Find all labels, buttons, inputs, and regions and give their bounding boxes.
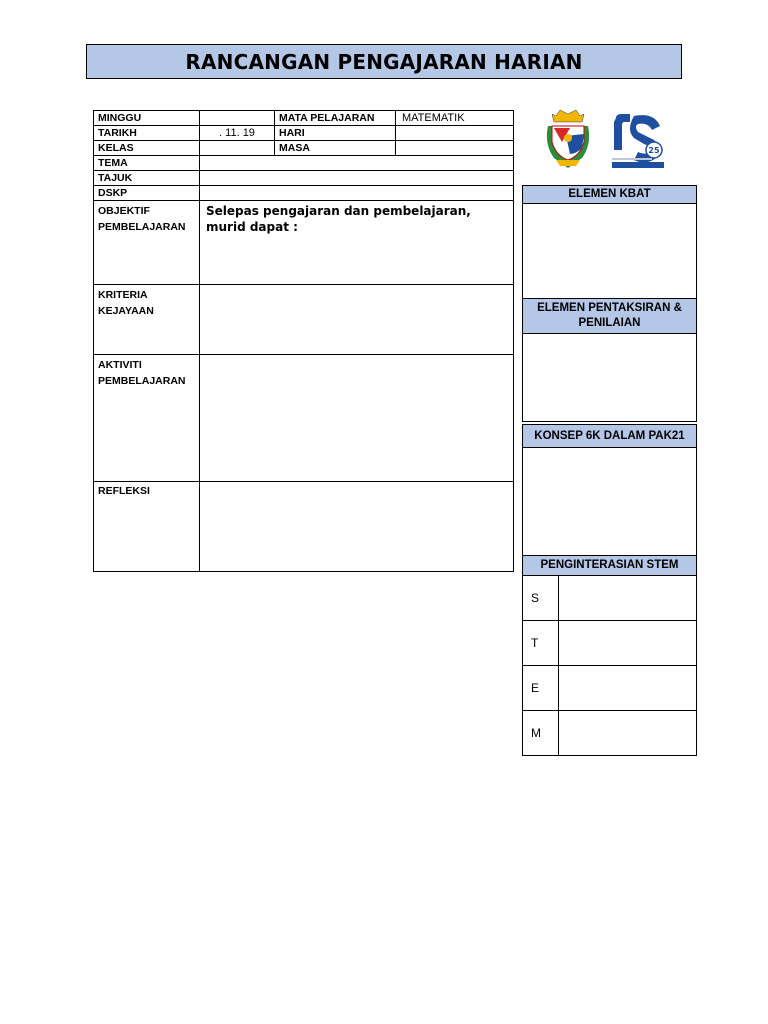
kbat-heading: ELEMEN KBAT [523, 186, 696, 204]
page-title: RANCANGAN PENGAJARAN HARIAN [86, 44, 682, 79]
kbat-section [522, 185, 697, 302]
konsep-section [522, 424, 697, 557]
tajuk-label: TAJUK [94, 171, 200, 186]
dskp-label: DSKP [94, 186, 200, 201]
stem-table [522, 575, 697, 756]
tarikh-field[interactable]: . 11. 19 [200, 126, 275, 141]
stem-heading: PENGINTERASIAN STEM [523, 556, 696, 575]
kriteria-field[interactable] [200, 285, 514, 355]
stem-letter-t: T [523, 621, 559, 666]
stem-field-t[interactable] [559, 621, 697, 666]
stem-letter-m: M [523, 711, 559, 756]
objektif-label: OBJEKTIF PEMBELAJARAN [94, 201, 200, 285]
minggu-label: MINGGU [94, 111, 200, 126]
pentaksiran-heading: ELEMEN PENTAKSIRAN & PENILAIAN [523, 299, 696, 334]
tema-label: TEMA [94, 156, 200, 171]
aktiviti-label: AKTIVITI PEMBELAJARAN [94, 355, 200, 482]
svg-text:25: 25 [648, 146, 660, 155]
konsep-heading: KONSEP 6K DALAM PAK21 [523, 425, 696, 448]
refleksi-label: REFLEKSI [94, 482, 200, 572]
masa-field[interactable] [396, 141, 514, 156]
objektif-field[interactable] [200, 201, 514, 285]
kelas-label: KELAS [94, 141, 200, 156]
pentaksiran-section [522, 298, 697, 422]
stem-letter-s: S [523, 576, 559, 621]
hari-field[interactable] [396, 126, 514, 141]
kelas-field[interactable] [200, 141, 275, 156]
stem-field-e[interactable] [559, 666, 697, 711]
anniversary-25-logo [610, 112, 666, 172]
aktiviti-field[interactable] [200, 355, 514, 482]
stem-letter-e: E [523, 666, 559, 711]
kriteria-label: KRITERIA KEJAYAAN [94, 285, 200, 355]
masa-label: MASA [275, 141, 396, 156]
stem-field-s[interactable] [559, 576, 697, 621]
tajuk-field[interactable] [200, 171, 514, 186]
mata-pelajaran-label: MATA PELAJARAN [275, 111, 396, 126]
mata-pelajaran-field[interactable]: MATEMATIK [396, 111, 514, 126]
refleksi-field[interactable] [200, 482, 514, 572]
stem-section [522, 555, 697, 576]
lesson-plan-table [93, 110, 514, 572]
tarikh-label: TARIKH [94, 126, 200, 141]
stem-field-m[interactable] [559, 711, 697, 756]
dskp-field[interactable] [200, 186, 514, 201]
objektif-text: Selepas pengajaran dan pembelajaran, murid dapat : [206, 204, 471, 234]
minggu-field[interactable] [200, 111, 275, 126]
tema-field[interactable] [200, 156, 514, 171]
logos [540, 108, 670, 174]
hari-label: HARI [275, 126, 396, 141]
